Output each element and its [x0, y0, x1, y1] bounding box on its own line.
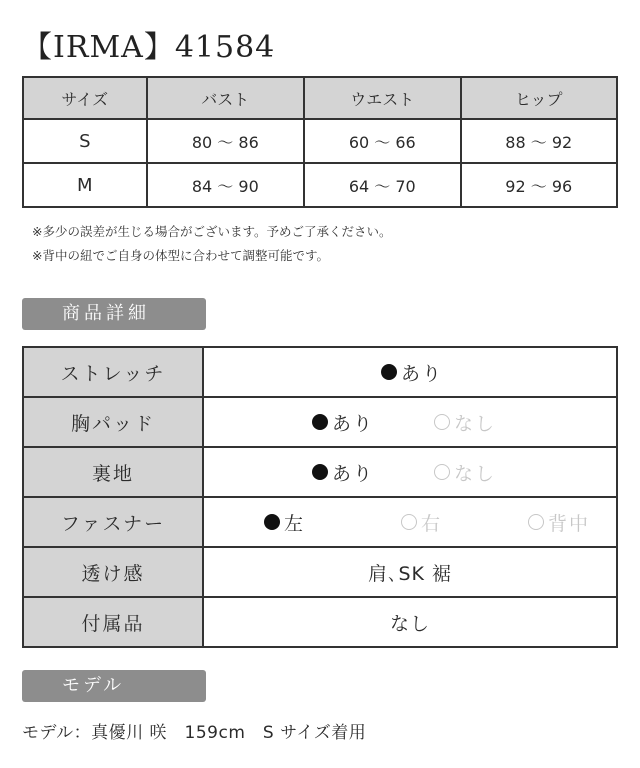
bust-value-cell: 84 〜 90	[147, 163, 304, 207]
detail-row-stretch	[23, 347, 617, 397]
size-table	[22, 76, 618, 208]
hip-value-cell: 88 〜 92	[461, 119, 617, 163]
page-title: 【IRMA】41584	[22, 30, 276, 65]
detail-row-accessories	[23, 597, 617, 647]
size-header-cell: サイズ	[23, 77, 147, 119]
filled-circle-icon	[312, 464, 328, 480]
detail-row-lining	[23, 447, 617, 497]
note-line: ※背中の紐でご自身の体型に合わせて調整可能です。	[32, 248, 329, 263]
hip-value-cell: 92 〜 96	[461, 163, 617, 207]
detail-label: 透け感	[23, 547, 203, 597]
size-table-row	[23, 119, 617, 163]
filled-circle-icon	[381, 364, 397, 380]
filled-circle-icon	[312, 414, 328, 430]
option-unselected: 右	[401, 509, 442, 536]
model-info: モデル：真優川 咲 159cm S サイズ着用	[22, 723, 367, 743]
detail-row-sheerness	[23, 547, 617, 597]
empty-circle-icon	[528, 514, 544, 530]
option-unselected: なし	[434, 459, 496, 486]
bust-header-cell: バスト	[147, 77, 304, 119]
option-unselected: なし	[434, 409, 496, 436]
option-selected: あり	[381, 359, 443, 386]
hip-header-cell: ヒップ	[461, 77, 617, 119]
detail-value: 肩､SK 裾	[203, 547, 617, 597]
detail-label: 胸パッド	[23, 397, 203, 447]
size-label-cell: S	[23, 119, 147, 163]
bust-value-cell: 80 〜 86	[147, 119, 304, 163]
size-table-row	[23, 163, 617, 207]
detail-label: 裏地	[23, 447, 203, 497]
size-notes	[32, 220, 391, 268]
empty-circle-icon	[401, 514, 417, 530]
note-line: ※多少の誤差が生じる場合がございます。予めご了承ください。	[32, 224, 392, 239]
option-selected: 左	[264, 509, 305, 536]
waist-header-cell: ウエスト	[304, 77, 460, 119]
empty-circle-icon	[434, 464, 450, 480]
detail-row-chest-pad	[23, 397, 617, 447]
detail-label: ストレッチ	[23, 347, 203, 397]
empty-circle-icon	[434, 414, 450, 430]
details-table	[22, 346, 618, 648]
waist-value-cell: 64 〜 70	[304, 163, 460, 207]
model-section-title: モデル	[22, 670, 206, 702]
waist-value-cell: 60 〜 66	[304, 119, 460, 163]
size-label-cell: M	[23, 163, 147, 207]
detail-label: ファスナー	[23, 497, 203, 547]
detail-value: なし	[203, 597, 617, 647]
detail-label: 付属品	[23, 597, 203, 647]
details-section-title: 商品詳細	[22, 298, 206, 330]
size-table-header-row	[23, 77, 617, 119]
option-selected: あり	[312, 459, 374, 486]
option-unselected: 背中	[528, 509, 590, 536]
option-selected: あり	[312, 409, 374, 436]
detail-row-zipper	[23, 497, 617, 547]
filled-circle-icon	[264, 514, 280, 530]
